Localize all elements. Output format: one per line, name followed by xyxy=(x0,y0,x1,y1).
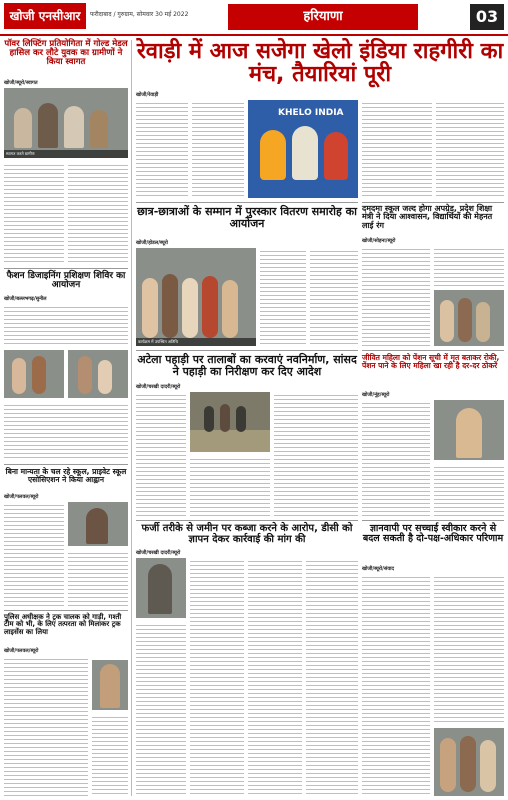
story4-photo xyxy=(136,248,256,346)
story7-body-col1 xyxy=(4,502,64,606)
dateline: फरीदाबाद / गुरुग्राम, सोमवार 30 मई 2022 xyxy=(90,11,189,18)
story5-body-col1 xyxy=(362,246,430,346)
story10-body-col4 xyxy=(306,558,358,796)
khelo-india-label: KHELO INDIA xyxy=(278,108,344,118)
story4-body-col1 xyxy=(260,248,306,346)
story4-body-col2 xyxy=(310,248,358,346)
story9-body xyxy=(4,656,88,796)
story6-body-col1 xyxy=(136,392,186,516)
story1-byline: खोजी/ब्यूरो/स्वागत xyxy=(4,80,38,86)
story8-body-col1 xyxy=(362,400,430,516)
story7-photo xyxy=(68,502,128,546)
story1-headline: पॉवर लिफ्टिंग प्रतियोगिता में गोल्ड मेडल हासिल कर लौटे युवक का ग्रामीणों ने किया स्वागत xyxy=(4,39,128,67)
story3-body xyxy=(4,304,128,346)
story10-byline: खोजी/चरखी दादरी/ब्यूरो xyxy=(136,550,181,556)
story11-body-col2 xyxy=(434,574,504,724)
story7-headline: बिना मान्यता के चल रहे स्कूल, प्राइवेट स्कूल एसोसिएशन ने किया आह्वान xyxy=(5,467,127,484)
story3-body-2 xyxy=(4,402,128,460)
story2-body-col1 xyxy=(136,100,188,198)
story10-headline: फर्जी तरीके से जमीन पर कब्जा करने के आरोप, डीसी को ज्ञापन देकर कार्रवाई की मांग की xyxy=(141,523,353,545)
story6-body-col3 xyxy=(274,392,358,516)
story10-body-col1 xyxy=(136,622,186,796)
story4-byline: खोजी/होडल/ब्यूरो xyxy=(136,240,168,246)
story10-photo xyxy=(136,558,186,618)
story6-byline: खोजी/चरखी दादरी/ब्यूरो xyxy=(136,384,181,390)
story8-headline: जीवित महिला को पेंशन सूची में मृत बताकर रोकी, पेंशन पाने के लिए महिला खा रही है दर-दर ठोकरें xyxy=(362,353,500,370)
story3-photo-2 xyxy=(68,350,128,398)
newspaper-logo: खोजी एनसीआर xyxy=(4,3,86,29)
story11-body-col1 xyxy=(362,574,430,796)
story5-body-col2 xyxy=(434,246,504,286)
story8-byline: खोजी/नूंह/ब्यूरो xyxy=(362,392,390,398)
khelo-india-photo xyxy=(248,100,358,198)
story1-body-col1 xyxy=(4,162,64,264)
story3-photo-1 xyxy=(4,350,64,398)
story2-body-col4 xyxy=(436,100,504,198)
story9-body-2 xyxy=(92,714,128,796)
story2-byline: खोजी/रेवाड़ी xyxy=(136,92,159,98)
story10-body-col2 xyxy=(190,558,244,796)
story3-headline: फैशन डिजाइनिंग प्रशिक्षण शिविर का आयोजन xyxy=(6,271,126,291)
story7-body-col2 xyxy=(68,550,128,606)
story2-body-col2 xyxy=(192,100,244,198)
story1-body-col2 xyxy=(68,162,128,264)
story5-headline: दमदमा स्कूल जल्द होगा अपग्रेड, प्रदेश शिक्षा मंत्री ने दिया आश्वासन, विद्यार्थियों की मेहनत लाई रंग xyxy=(362,204,493,230)
story9-headline: पुलिस अधीक्षक ने ट्रक चालक को गाड़ी, गश्ती टीम को भी, के लिए तत्परता को मिलाकर ट्रक लाइसेंस का लिया xyxy=(4,613,122,636)
story2-body-col3 xyxy=(362,100,432,198)
story5-photo xyxy=(434,290,504,346)
story11-photo xyxy=(434,728,504,796)
story11-headline: ज्ञानवापी पर सच्चाई स्वीकार करने से बदल सकती है दो-पक्ष-अधिकार परिणाम xyxy=(362,523,504,544)
story8-photo xyxy=(434,400,504,460)
masthead xyxy=(0,0,508,36)
story4-headline: छात्र-छात्राओं के सम्मान में पुरस्कार वितरण समारोह का आयोजन xyxy=(137,205,357,230)
story6-headline: अटेला पहाड़ी पर तालाबों का करवाएं नवनिर्माण, सांसद ने पहाड़ी का निरीक्षण कर दिए आदेश xyxy=(137,353,357,378)
story10-body-col3 xyxy=(248,558,302,796)
photo-caption-2: कार्यक्रम में उपस्थित अतिथि xyxy=(136,338,256,346)
story8-body-col2 xyxy=(434,464,504,516)
story6-photo xyxy=(190,392,270,452)
story11-byline: खोजी/ब्यूरो/संवाद xyxy=(362,566,395,572)
page-number: 03 xyxy=(470,4,504,30)
story9-photo xyxy=(92,660,128,710)
story1-photo xyxy=(4,88,128,158)
story3-byline: खोजी/बल्लभगढ़/सुनील xyxy=(4,296,47,302)
section-title: हरियाणा xyxy=(228,4,418,30)
story2-headline: रेवाड़ी में आज सजेगा खेलो इंडिया राहगीरी का मंच, तैयारियां पूरी xyxy=(136,39,504,88)
photo-caption: स्वागत करते ग्रामीण xyxy=(4,150,128,158)
story5-byline: खोजी/सोहना/ब्यूरो xyxy=(362,238,396,244)
story7-byline: खोजी/पलवल/ब्यूरो xyxy=(4,494,39,500)
story9-byline: खोजी/पलवल/ब्यूरो xyxy=(4,648,39,654)
story6-body-col2 xyxy=(190,456,270,516)
